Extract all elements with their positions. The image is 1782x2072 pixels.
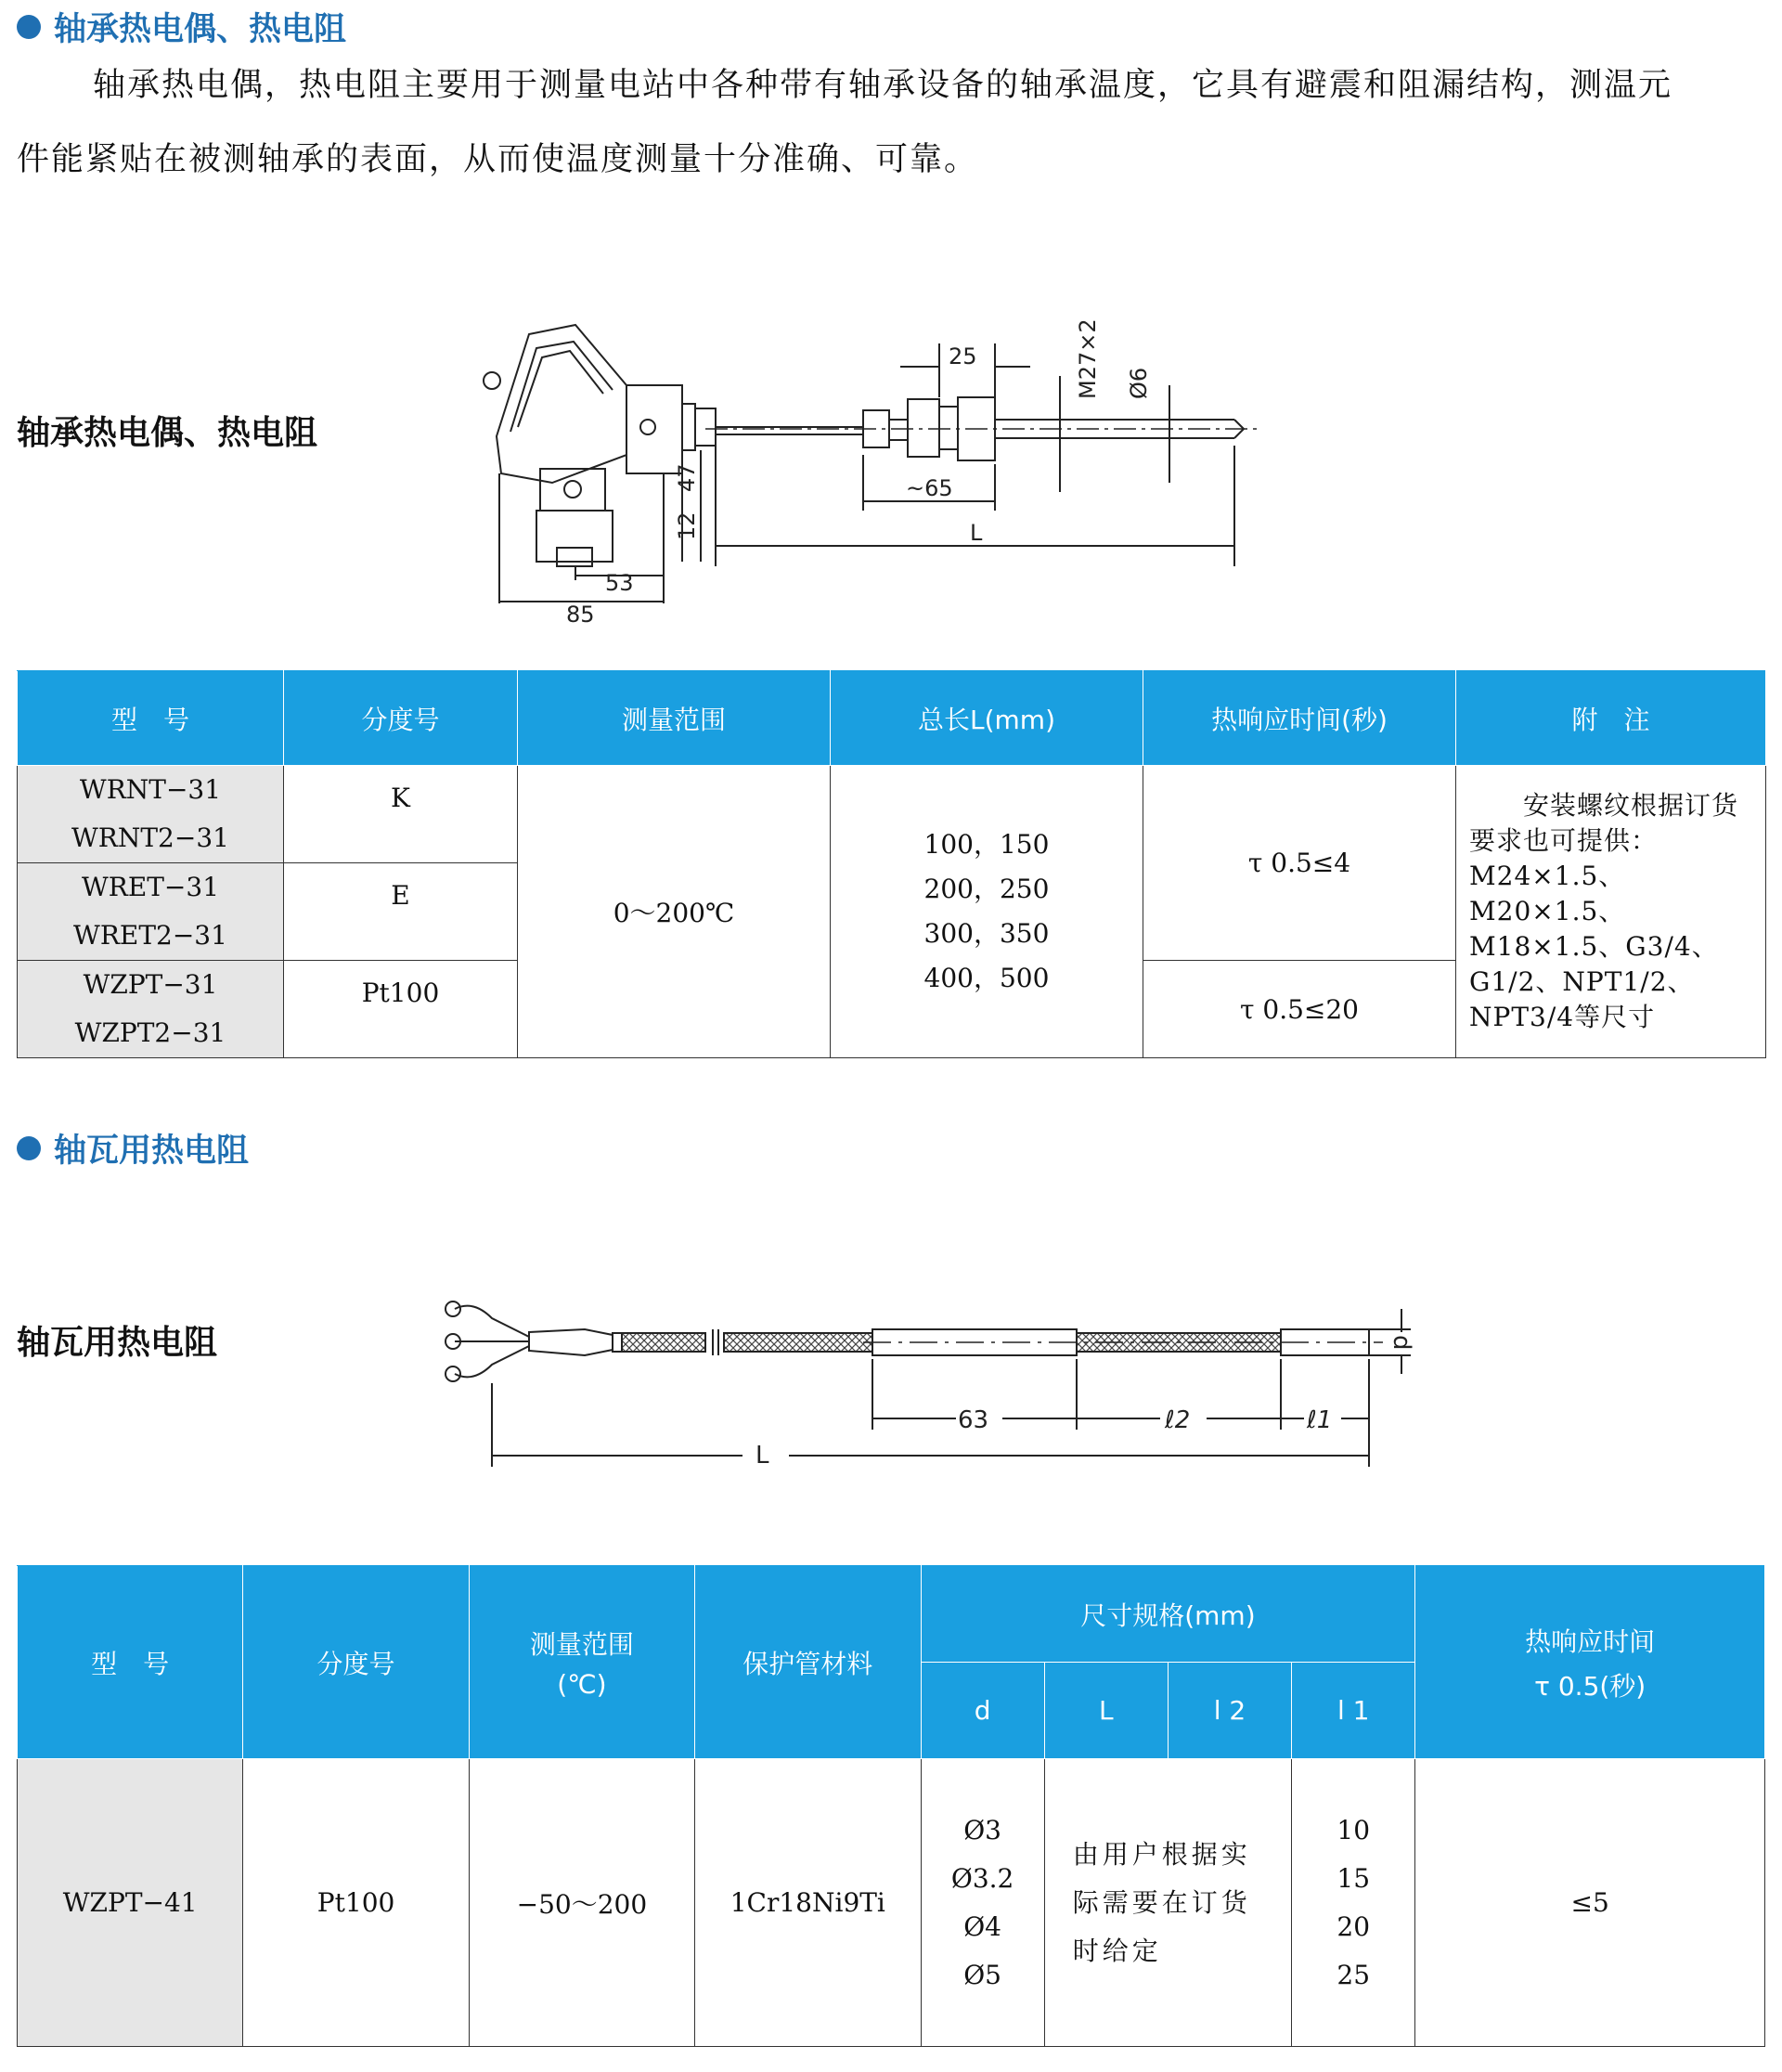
table1-header-row [18,671,1766,766]
terminal-icon [446,1301,460,1316]
header-response [1415,1566,1765,1759]
model-name: WZPT2−31 [74,1017,226,1048]
model-name: WRNT−31 [79,774,222,805]
intro-line-1: 轴承热电偶，热电阻主要用于测量电站中各种带有轴承设备的轴承温度，它具有避震和阻漏结构，测温元 [93,67,1673,104]
cap-screw-icon [640,420,655,434]
bullet-icon [17,15,41,39]
model-name: WRET2−31 [73,920,227,951]
d-value: Ø4 [963,1910,1001,1942]
product-label-1: 轴承热电偶、热电阻 [17,414,318,452]
header-response: 热响应时间(秒) [1143,671,1456,766]
grade-cell: Pt100 [284,961,518,1058]
section1-title-text: 轴承热电偶、热电阻 [54,11,347,48]
d-cell [921,1759,1044,2047]
bearing-spec-table [17,670,1766,1058]
bush-rtd-spec-table [17,1565,1765,2047]
grade-cell: E [284,863,518,961]
header-l1: l 1 [1292,1663,1415,1759]
header-range: 测量范围 [518,671,831,766]
response-cell-2: τ 0.5≤20 [1143,961,1456,1058]
intro-line-2: 件能紧贴在被测轴承的表面，从而使温度测量十分准确、可靠。 [17,141,979,178]
section2-title [17,1125,249,1172]
header-response-text: 热响应时间 [1525,1625,1656,1657]
model-name: WZPT−31 [83,969,218,1000]
dim-12: 12 [674,512,700,540]
bullet-icon [17,1136,41,1160]
header-range-text: 测量范围 [529,1629,634,1660]
header-grade: 分度号 [243,1566,469,1759]
note-cell: 安装螺纹根据订货要求也可提供：M24×1.5、M20×1.5、M18×1.5、G3/4、G1/2、NPT1/2、NPT3/4等尺寸 [1456,766,1766,1058]
header-L: L [1044,1663,1168,1759]
length-value: 200，250 [923,874,1050,904]
section2-title-text: 轴瓦用热电阻 [54,1133,250,1170]
header-range-unit: (℃) [557,1669,607,1700]
l1-value: 25 [1336,1959,1371,1990]
table-row [18,766,1766,863]
dim-L: L [970,520,983,546]
junction-head [497,325,626,483]
l1-value: 15 [1336,1862,1371,1894]
product-label-2: 轴瓦用热电阻 [17,1324,218,1362]
model-cell [18,961,284,1058]
length-value: 300，350 [923,918,1050,949]
bracket-bolt-icon [564,481,581,498]
model-name: WRNT2−31 [71,822,229,853]
head-screw-icon [484,372,500,389]
terminal-icon [446,1366,460,1381]
model-name: WRET−31 [81,872,220,902]
model-cell [18,766,284,863]
length-cell [831,766,1143,1058]
header-length: 总长L(mm) [831,671,1143,766]
wire-lead [455,1346,529,1377]
dim-53: 53 [605,570,634,596]
length-value: 100，150 [923,829,1050,860]
grade-cell: Pt100 [243,1759,469,2047]
bearing-bush-rtd-diagram [436,1281,1485,1485]
d-value: Ø3 [963,1814,1001,1845]
header-l2: l 2 [1168,1663,1291,1759]
d-value: Ø3.2 [950,1862,1014,1894]
l1-cell [1292,1759,1415,2047]
dim-l1: ℓ1 [1307,1406,1333,1434]
table2-header-row [18,1566,1765,1663]
dim-63: 63 [958,1406,989,1434]
header-range [469,1566,694,1759]
range-cell: 0～200℃ [518,766,831,1058]
length-note-cell: 由用户根据实际需要在订货时给定 [1044,1759,1291,2047]
response-cell: ≤5 [1415,1759,1765,2047]
section1-intro [17,48,1771,197]
model-cell: WZPT−41 [18,1759,243,2047]
table-row [18,1759,1765,2047]
header-model: 型 号 [18,671,284,766]
header-grade: 分度号 [284,671,518,766]
material-cell: 1Cr18Ni9Ti [695,1759,921,2047]
dim-m27: M27×2 [1075,318,1101,399]
range-cell: −50～200 [469,1759,694,2047]
header-d: d [921,1663,1044,1759]
dim-d: d [1388,1335,1415,1351]
dim-85: 85 [566,602,595,628]
d-value: Ø5 [963,1959,1001,1990]
response-cell-1: τ 0.5≤4 [1143,766,1456,961]
section1-title [17,4,346,50]
l1-value: 10 [1336,1814,1371,1845]
dim-l2: ℓ2 [1165,1406,1191,1434]
model-cell [18,863,284,961]
dim-25: 25 [949,343,977,369]
header-response-unit: τ 0.5(秒) [1534,1670,1646,1702]
bearing-thermocouple-diagram [464,297,1281,641]
header-size: 尺寸规格(mm) [921,1566,1415,1663]
grade-cell: K [284,766,518,863]
header-model: 型 号 [18,1566,243,1759]
dim-65: ~65 [906,475,953,501]
dim-47: 47 [674,463,700,492]
l1-value: 20 [1336,1910,1371,1942]
dim-phi6: Ø6 [1126,367,1152,399]
header-material: 保护管材料 [695,1566,921,1759]
dim-L2: L [755,1442,769,1470]
wire-lead [455,1306,529,1337]
length-value: 400，500 [923,963,1050,993]
header-note: 附 注 [1456,671,1766,766]
